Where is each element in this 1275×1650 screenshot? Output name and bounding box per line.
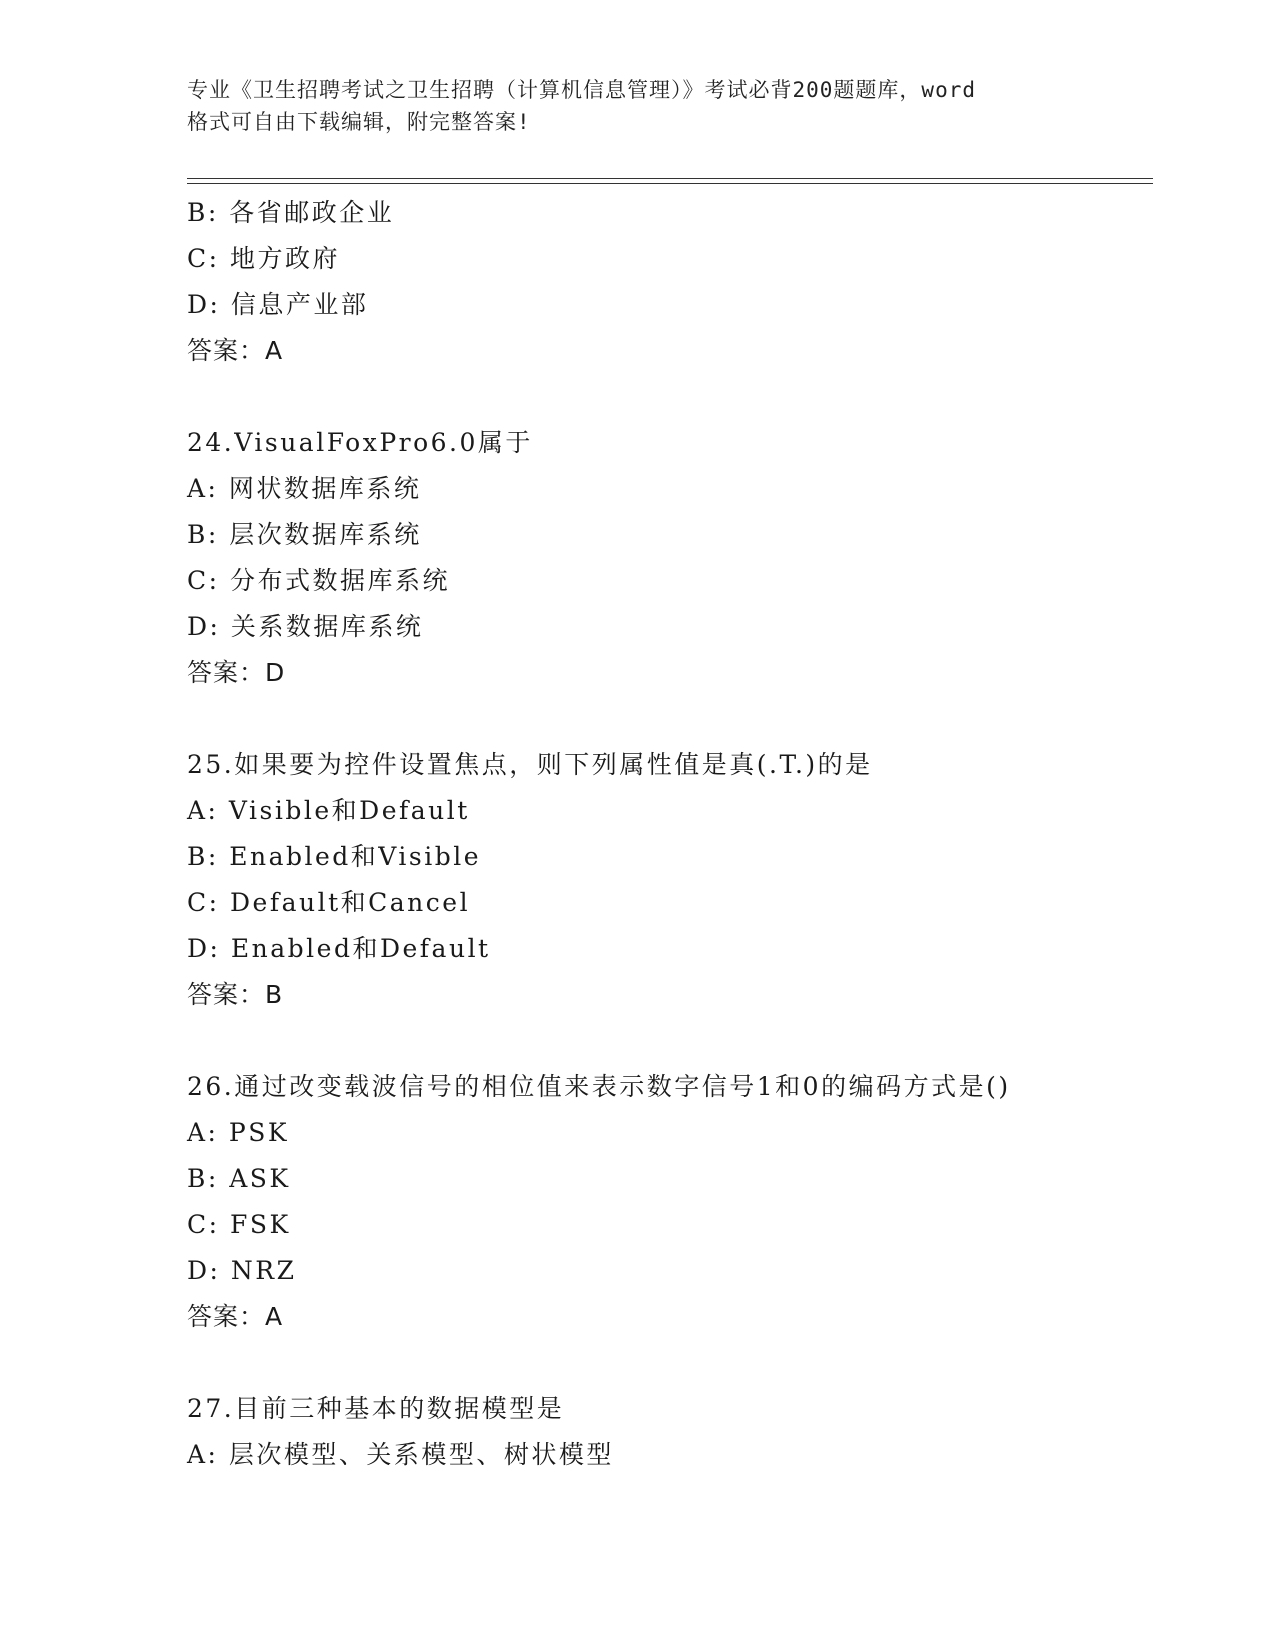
question-stem: 24.VisualFoxPro6.0属于 — [187, 428, 533, 457]
answer-line: 答案：D — [187, 658, 286, 687]
question-25 — [187, 742, 1153, 1018]
option-a: A: 层次模型、关系模型、树状模型 — [187, 1440, 614, 1469]
question-stem: 27.目前三种基本的数据模型是 — [187, 1394, 565, 1423]
header-divider-bottom — [187, 183, 1153, 184]
option-c: C: Default和Cancel — [187, 888, 471, 917]
option-a: A: Visible和Default — [187, 796, 470, 825]
option-a: A: PSK — [187, 1118, 290, 1147]
header-line-2: 格式可自由下载编辑，附完整答案! — [187, 110, 531, 134]
option-b: B: 层次数据库系统 — [187, 520, 422, 549]
question-26 — [187, 1064, 1153, 1340]
option-b: B: ASK — [187, 1164, 291, 1193]
answer-line: 答案：B — [187, 980, 284, 1009]
option-c: C: 分布式数据库系统 — [187, 566, 450, 595]
option-b: B: Enabled和Visible — [187, 842, 482, 871]
question-stem: 26.通过改变载波信号的相位值来表示数字信号1和0的编码方式是() — [187, 1072, 1011, 1101]
option-b: B: 各省邮政企业 — [187, 198, 395, 227]
question-27 — [187, 1386, 1153, 1478]
option-d: D: 信息产业部 — [187, 290, 369, 319]
header-divider-top — [187, 178, 1153, 179]
question-gap — [187, 696, 1153, 742]
question-gap — [187, 374, 1153, 420]
option-d: D: Enabled和Default — [187, 934, 491, 963]
option-c: C: 地方政府 — [187, 244, 340, 273]
answer-line: 答案：A — [187, 1302, 284, 1331]
question-list — [187, 190, 1153, 1478]
question-gap — [187, 1340, 1153, 1386]
option-c: C: FSK — [187, 1210, 291, 1239]
option-a: A: 网状数据库系统 — [187, 474, 422, 503]
answer-line: 答案：A — [187, 336, 284, 365]
header-line-1: 专业《卫生招聘考试之卫生招聘（计算机信息管理）》考试必背200题题库，word — [187, 78, 976, 102]
question-gap — [187, 1018, 1153, 1064]
question-23-continued — [187, 190, 1153, 374]
question-24 — [187, 420, 1153, 696]
question-stem: 25.如果要为控件设置焦点，则下列属性值是真(.T.)的是 — [187, 750, 873, 779]
option-d: D: NRZ — [187, 1256, 297, 1285]
document-header — [187, 74, 1087, 138]
option-d: D: 关系数据库系统 — [187, 612, 424, 641]
